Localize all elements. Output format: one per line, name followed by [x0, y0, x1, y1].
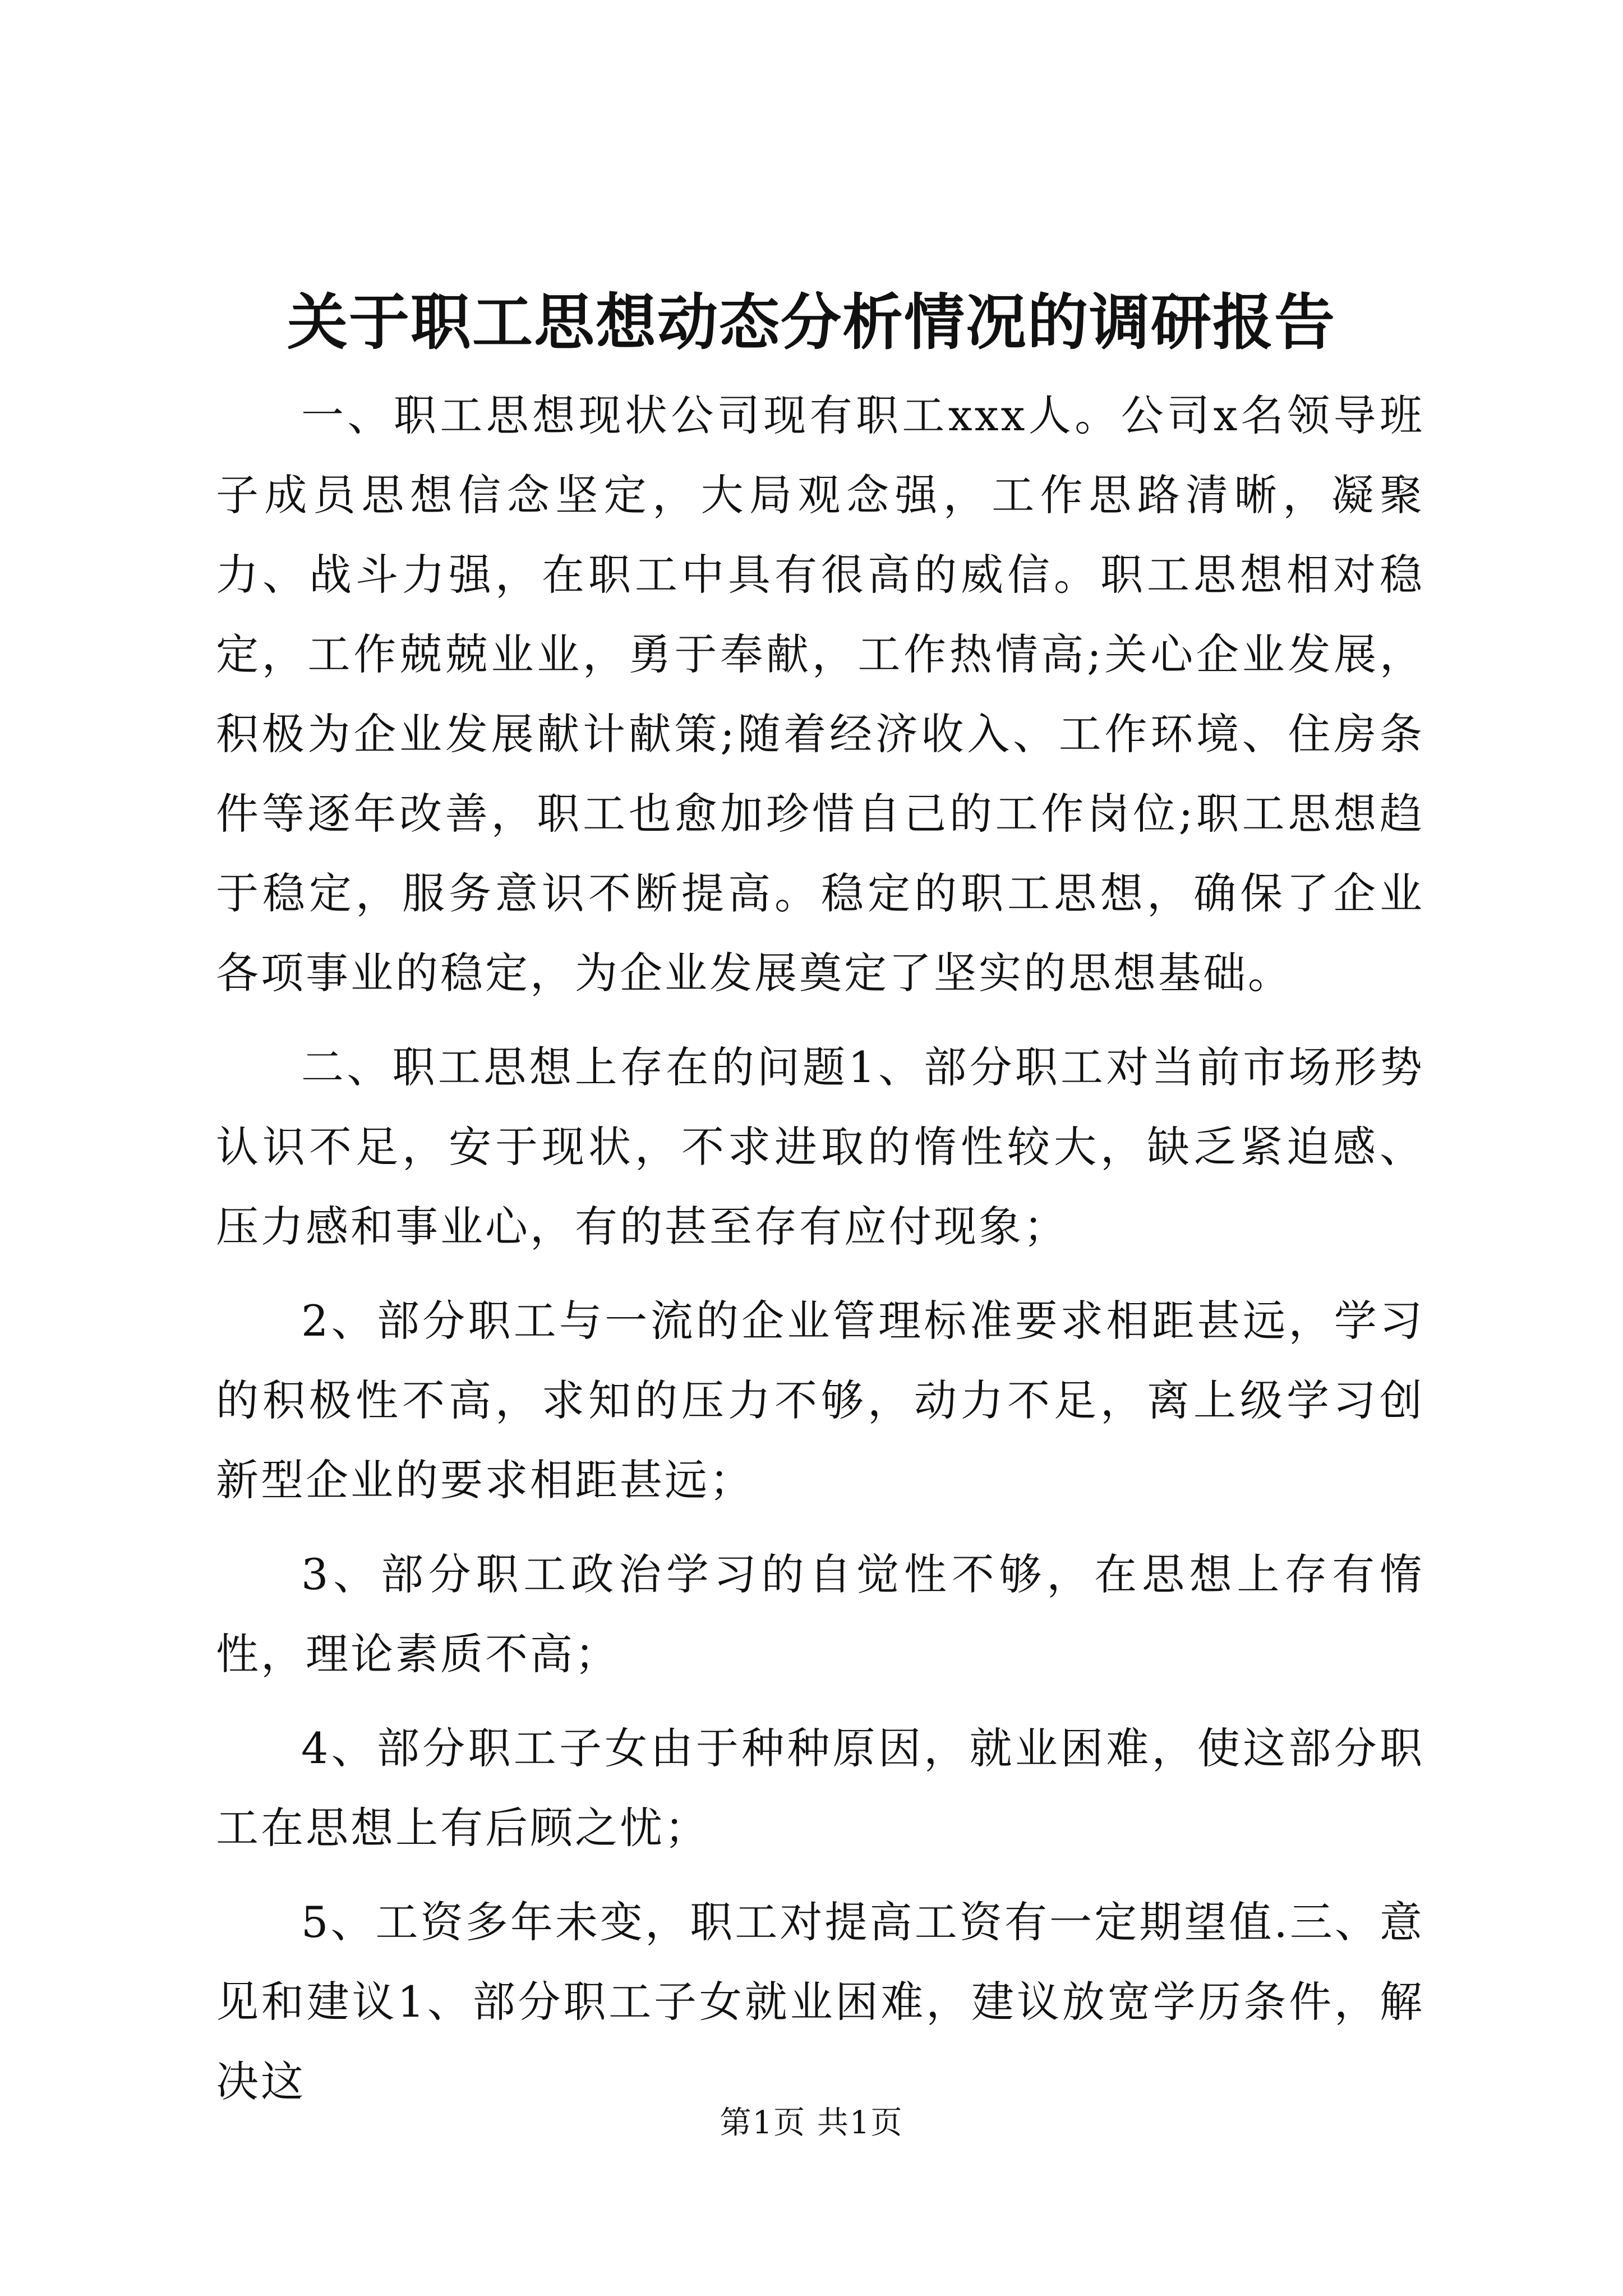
- paragraph-problem-5-suggestions: 5、工资多年未变，职工对提高工资有一定期望值.三、意见和建议1、部分职工子女就业困难，建议放宽学历条件，解决这: [216, 1897, 1424, 2106]
- paragraph-existing-problems: 二、职工思想上存在的问题1、部分职工对当前市场形势认识不足，安于现状，不求进取的惰性较大，缺乏紧迫感、压力感和事业心，有的甚至存有应付现象；: [216, 1042, 1424, 1251]
- paragraph-problem-3: 3、部分职工政治学习的自觉性不够，在思想上存有惰性，理论素质不高；: [216, 1549, 1424, 1679]
- paragraph-problem-2: 2、部分职工与一流的企业管理标准要求相距甚远，学习的积极性不高，求知的压力不够，动力不足，离上级学习创新型企业的要求相距甚远；: [216, 1296, 1424, 1505]
- paragraph-current-status: 一、职工思想现状公司现有职工xxx人。公司x名领导班子成员思想信念坚定，大局观念强，工作思路清晰，凝聚力、战斗力强，在职工中具有很高的威信。职工思想相对稳定，工作兢兢业业，勇于奉献，工作热情高;关心企业发展，积极为企业发展献计献策;随着经济收入、工作环境、住房条件等逐年改善，职工也愈加珍惜自己的工作岗位;职工思想趋于稳定，服务意识不断提高。稳定的职工思想，确保了企业各项事业的稳定，为企业发展奠定了坚实的思想基础。: [216, 390, 1424, 998]
- paragraph-problem-4: 4、部分职工子女由于种种原因，就业困难，使这部分职工在思想上有后顾之忧；: [216, 1723, 1424, 1853]
- document-body: [216, 376, 1424, 2122]
- page-number-footer: 第1页 共1页: [720, 2105, 903, 2141]
- document-title: 关于职工思想动态分析情况的调研报告: [287, 287, 1336, 358]
